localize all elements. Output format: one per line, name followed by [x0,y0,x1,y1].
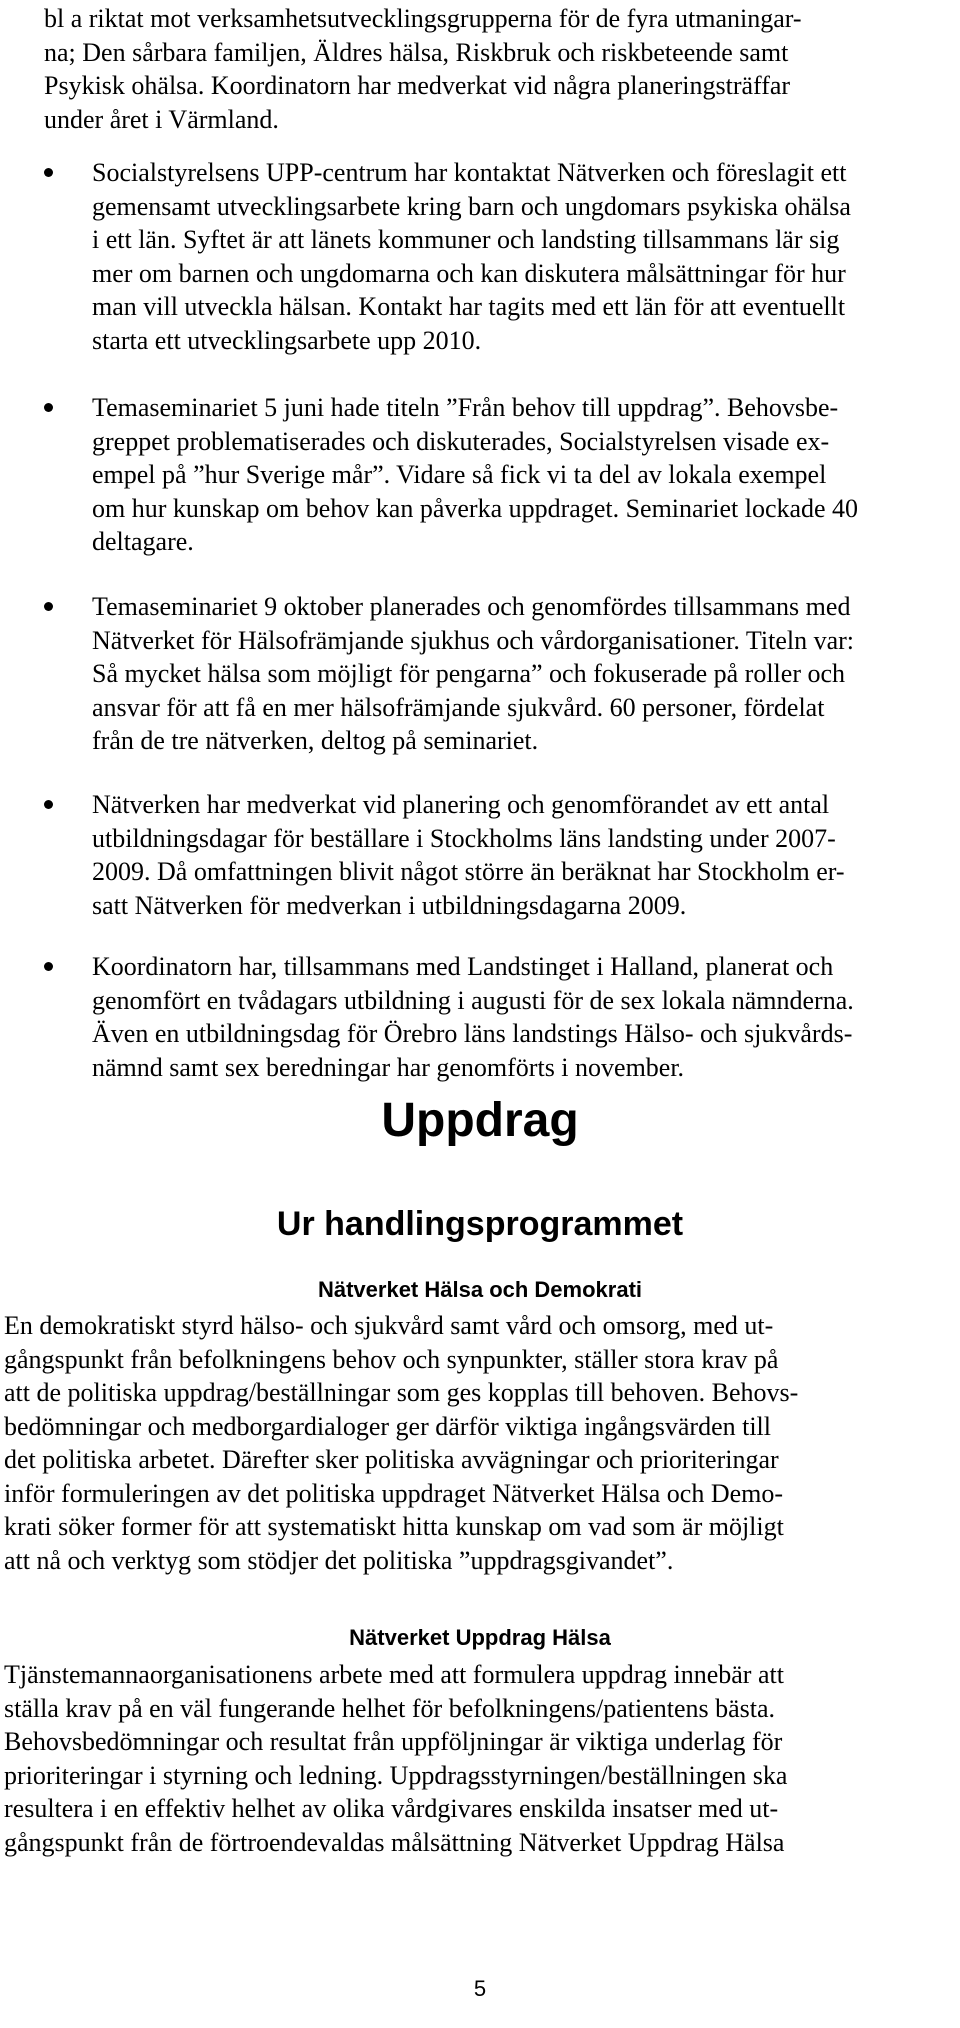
text-line: prioriteringar i styrning och ledning. Uppdragsstyrningen/beställningen ska [4,1760,788,1790]
bullet-icon [44,602,53,611]
text-line: starta ett utvecklingsarbete upp 2010. [92,325,482,355]
section-body-halsa-demokrati [4,1309,798,1577]
bullet-text [92,788,845,922]
bullet-icon [44,403,53,412]
bullet-text [92,950,854,1084]
text-line: bedömningar och medborgardialoger ger därför viktiga ingångsvärden till [4,1411,771,1441]
text-line: greppet problematiserades och diskuterades, Socialstyrelsen visade ex- [92,426,830,456]
text-line: mer om barnen och ungdomarna och kan diskutera målsättningar för hur [92,258,846,288]
text-line: ansvar för att få en mer hälsofrämjande sjukvård. 60 personer, fördelat [92,692,825,722]
section-title-halsa-demokrati: Nätverket Hälsa och Demokrati [317,1277,643,1302]
bullet-text [92,590,854,758]
text-line: i ett län. Syftet är att länets kommuner och landsting tillsammans lär sig [92,225,840,254]
text-line: ställa krav på en väl fungerande helhet för befolkningens/patientens bästa. [4,1693,776,1723]
text-line: na; Den sårbara familjen, Äldres hälsa, Riskbruk och riskbeteende samt [44,37,789,67]
text-line: Nätverken har medverkat vid planering och genomförandet av ett antal [92,790,830,819]
text-line: Temaseminariet 5 juni hade titeln ”Från behov till uppdrag”. Behovsbe- [92,393,839,422]
text-line: gångspunkt från de förtroendevaldas målsättning Nätverket Uppdrag Hälsa [4,1827,785,1857]
text-line: nämnd samt sex beredningar har genomförts i november. [92,1052,685,1082]
bullet-text [92,391,858,559]
text-line: gemensamt utvecklingsarbete kring barn och ungdomars psykiska ohälsa [92,191,851,221]
text-line: utbildningsdagar för beställare i Stockholms läns landsting under 2007- [92,823,836,853]
text-line: det politiska arbetet. Därefter sker politiska avvägningar och prioriteringar [4,1445,779,1474]
text-line: från de tre nätverken, deltog på seminariet. [92,726,539,755]
text-line: deltagare. [92,527,194,556]
text-line: 2009. Då omfattningen blivit något större än beräknat har Stockholm er- [92,857,845,886]
text-line: man vill utveckla hälsan. Kontakt har tagits med ett län för att eventuellt [92,292,846,321]
text-line: Temaseminariet 9 oktober planerades och genomfördes tillsammans med [92,592,851,621]
section-body-uppdrag-halsa [4,1658,787,1859]
bullet-icon [44,962,53,971]
page-number: 5 [473,1976,487,2001]
text-line: Nätverket för Hälsofrämjande sjukhus och vårdorganisationer. Titeln var: [92,625,855,655]
text-line: En demokratiskt styrd hälso- och sjukvård samt vård och omsorg, med ut- [4,1311,774,1340]
text-line: att nå och verktyg som stödjer det politiska ”uppdragsgivandet”. [4,1545,674,1575]
text-line: Koordinatorn har, tillsammans med Landstinget i Halland, planerat och [92,952,834,981]
text-line: satt Nätverken för medverkan i utbildningsdagarna 2009. [92,890,687,920]
text-line: om hur kunskap om behov kan påverka uppdraget. Seminariet lockade 40 [92,493,859,523]
main-heading: Uppdrag [381,1094,579,1147]
text-line: genomfört en tvådagars utbildning i augusti för de sex lokala nämnderna. [92,985,854,1015]
sub-heading: Ur handlingsprogrammet [276,1205,684,1243]
text-line: Socialstyrelsens UPP-centrum har kontaktat Nätverken och föreslagit ett [92,158,847,187]
text-line: Så mycket hälsa som möjligt för pengarna” och fokuserade på roller och [92,659,846,688]
text-line: resultera i en effektiv helhet av olika vårdgivares enskilda insatser med ut- [4,1794,779,1823]
intro-continuation [44,2,802,136]
text-line: inför formuleringen av det politiska uppdraget Nätverket Hälsa och Demo- [4,1478,784,1508]
text-line: krati söker former för att systematiskt hitta kunskap om vad som är möjligt [4,1512,784,1541]
text-line: Tjänstemannaorganisationens arbete med att formulera uppdrag innebär att [4,1660,784,1689]
text-line: gångspunkt från befolkningens behov och synpunkter, ställer stora krav på [4,1344,779,1374]
bullet-icon [44,800,53,809]
text-line: Behovsbedömningar och resultat från uppföljningar är viktiga underlag för [4,1727,783,1756]
text-line: Även en utbildningsdag för Örebro läns landstings Hälso- och sjukvårds- [92,1019,853,1048]
text-line: under året i Värmland. [44,104,279,134]
bullet-icon [44,168,53,177]
text-line: att de politiska uppdrag/beställningar som ges kopplas till behoven. Behovs- [4,1378,799,1407]
section-title-uppdrag-halsa: Nätverket Uppdrag Hälsa [349,1625,611,1650]
bullet-text [92,156,851,357]
text-line: Psykisk ohälsa. Koordinatorn har medverkat vid några planeringsträffar [44,71,791,100]
text-line: bl a riktat mot verksamhetsutvecklingsgrupperna för de fyra utmaningar- [44,4,802,33]
text-line: empel på ”hur Sverige mår”. Vidare så fick vi ta del av lokala exempel [92,460,827,489]
